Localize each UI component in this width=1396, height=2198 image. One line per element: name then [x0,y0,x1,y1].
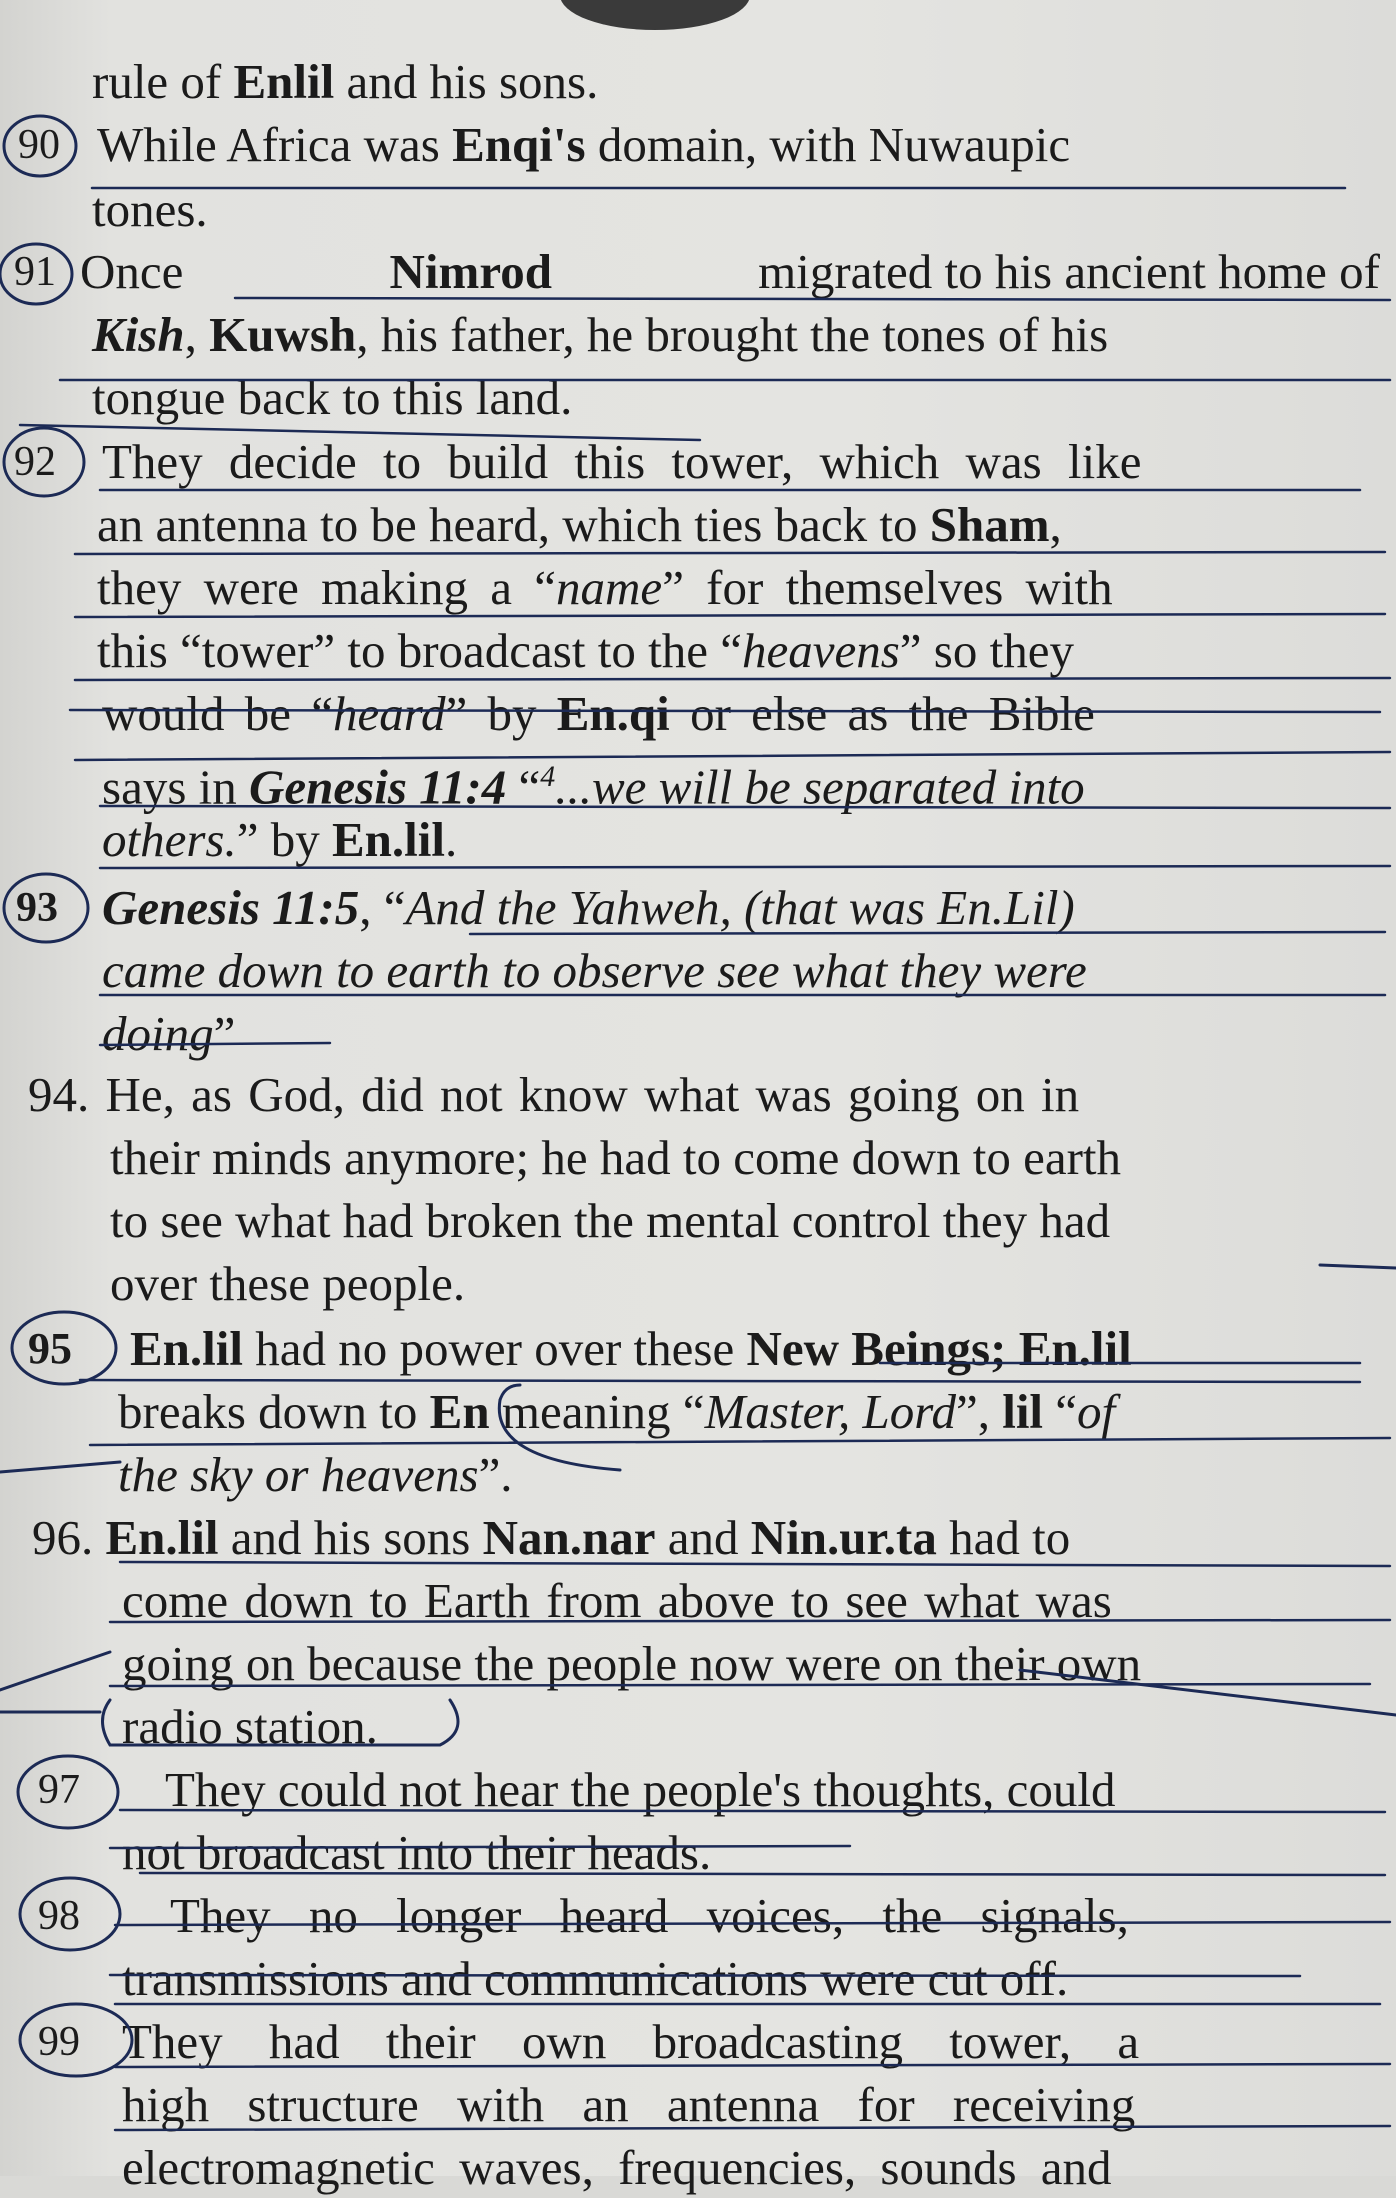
text: radio station. [122,1699,378,1754]
name-ninurta: Nin.ur.ta [750,1510,937,1565]
item-96-line-1 [0,1508,1396,1568]
place-kish: Kish [92,307,185,362]
text: high structure with an antenna for receiving [122,2077,1136,2132]
name-enlil: En.lil [332,812,446,867]
item-95-line-3 [0,1445,1396,1505]
quote: came down to earth to observe see what they were [102,943,1087,998]
text: come down to Earth from above to see what was [122,1573,1112,1628]
name-lil: lil [1002,1384,1044,1439]
item-95-line-2 [0,1382,1396,1442]
quote: And the Yahweh, (that was En.Lil) [405,880,1075,935]
item-90-line-1 [0,115,1396,175]
text: or else as the Bible [669,686,1095,741]
quote: ...we will be separated into [555,759,1085,815]
item-92-line-3 [0,558,1396,618]
meaning-master-lord: Master, Lord [704,1384,956,1439]
text: , [1049,497,1062,552]
item-93-line-3 [0,1004,1396,1064]
text: meaning “ [489,1384,705,1439]
text: ” for themselves with [662,560,1113,615]
meaning-of: of [1077,1384,1116,1439]
verse-number: 4 [540,760,556,793]
item-91-line-2 [0,305,1396,365]
quote: doing [102,1006,214,1061]
text: ” so they [899,623,1074,678]
text: They could not hear the people's thoughts, could [165,1762,1116,1817]
name-enlil: En.lil [105,1510,219,1565]
item-92-line-7 [0,810,1396,870]
text: They no longer heard voices, the signals, [170,1888,1129,1943]
text: ”. [478,1447,513,1502]
item-number: 97 [38,1767,80,1813]
item-99-line-2 [0,2075,1396,2135]
text: transmissions and communications were cut off. [122,1951,1069,2006]
item-94-line-1 [0,1065,1396,1125]
item-92-line-1 [0,432,1396,492]
item-91-line-1 [0,242,1396,302]
text: had no power over these [243,1321,747,1376]
text: and [655,1510,751,1565]
text: and his sons. [334,54,599,109]
text: “ [506,759,541,815]
name-en: En [429,1384,490,1439]
item-97-line-2 [0,1823,1396,1883]
item-number: 93 [16,885,58,931]
text: , “ [359,880,406,935]
item-99-line-3 [0,2138,1396,2198]
item-95-line-1 [0,1319,1396,1379]
emph-heavens: heavens [741,623,900,678]
item-99-line-1 [0,2012,1396,2072]
verse-ref: Genesis 11:4 [249,759,507,815]
item-97-line-1 [0,1760,1396,1820]
text: While Africa was [97,117,453,172]
text: says in [102,759,249,815]
item-94-line-2 [0,1128,1396,1188]
item-96-line-3 [0,1634,1396,1694]
item-92-line-2 [0,495,1396,555]
text: not broadcast into their heads. [122,1825,712,1880]
item-number: 90 [18,122,60,168]
item-90-line-2 [0,180,1396,240]
item-91-line-3 [0,368,1396,428]
page-shadow [560,0,750,30]
text: this “tower” to broadcast to the “ [97,623,742,678]
text: domain, with Nuwaupic [585,117,1071,172]
item-number: 95 [28,1324,72,1373]
item-93-line-1 [0,878,1396,938]
text: ” by [445,686,557,741]
text: 94. He, as God, did not know what was going on in [28,1067,1080,1122]
meaning-sky: the sky or heavens [118,1447,479,1502]
text: 96. [32,1510,106,1565]
text: ” by [236,812,332,867]
item-number: 91 [14,249,56,295]
text: . [445,812,458,867]
emph-heard: heard [333,686,446,741]
text-line [0,52,1396,112]
name-enqi: Enqi's [452,117,586,172]
text: ”, [955,1384,1003,1439]
text: They had their own broadcasting tower, a [122,2014,1140,2069]
text: migrated to his ancient home of [745,244,1380,299]
name-nannar: Nan.nar [482,1510,656,1565]
item-98-line-2 [0,1949,1396,2009]
item-92-line-5 [0,684,1396,744]
text: tones. [92,182,208,237]
text: to see what had broken the mental control they had [110,1193,1111,1248]
text: they were making a “ [97,560,557,615]
text: over these people. [110,1256,466,1311]
verse-ref: Genesis 11:5 [102,880,360,935]
text: and his sons [218,1510,483,1565]
name-enqi: En.qi [556,686,670,741]
text: They decide to build this tower, which was like [102,434,1142,489]
text: going on because the people now were on their own [122,1636,1142,1691]
name-enlil: Enlil [233,54,335,109]
text: , [184,307,210,362]
item-96-line-2 [0,1571,1396,1631]
name-nimrod: Nimrod [389,244,552,299]
item-92-line-6 [0,747,1396,815]
text: would be “ [102,686,333,741]
text: “ [1043,1384,1078,1439]
text: their minds anymore; he had to come down to earth [110,1130,1122,1185]
text: an antenna to be heard, which ties back to [97,497,930,552]
text: rule of [92,54,234,109]
text: had to [936,1510,1071,1565]
item-number: 92 [14,439,56,485]
emph-name: name [556,560,663,615]
text: electromagnetic waves, frequencies, sounds and [122,2140,1112,2195]
text: , his father, he brought the tones of his [356,307,1109,362]
text: tongue back to this land. [92,370,573,425]
item-92-line-4 [0,621,1396,681]
name-enlil: En.lil [130,1321,244,1376]
text: Once [80,244,196,299]
item-93-line-2 [0,941,1396,1001]
item-96-line-4 [0,1697,1396,1757]
item-number: 99 [38,2019,80,2065]
quote: others. [102,812,237,867]
item-94-line-3 [0,1191,1396,1251]
name-sham: Sham [929,497,1050,552]
new-beings: New Beings; En.lil [746,1321,1132,1376]
item-98-line-1 [0,1886,1396,1946]
name-kuwsh: Kuwsh [209,307,357,362]
text: ” [213,1006,236,1061]
text: breaks down to [118,1384,430,1439]
item-94-line-4 [0,1254,1396,1314]
item-number: 98 [38,1893,80,1939]
